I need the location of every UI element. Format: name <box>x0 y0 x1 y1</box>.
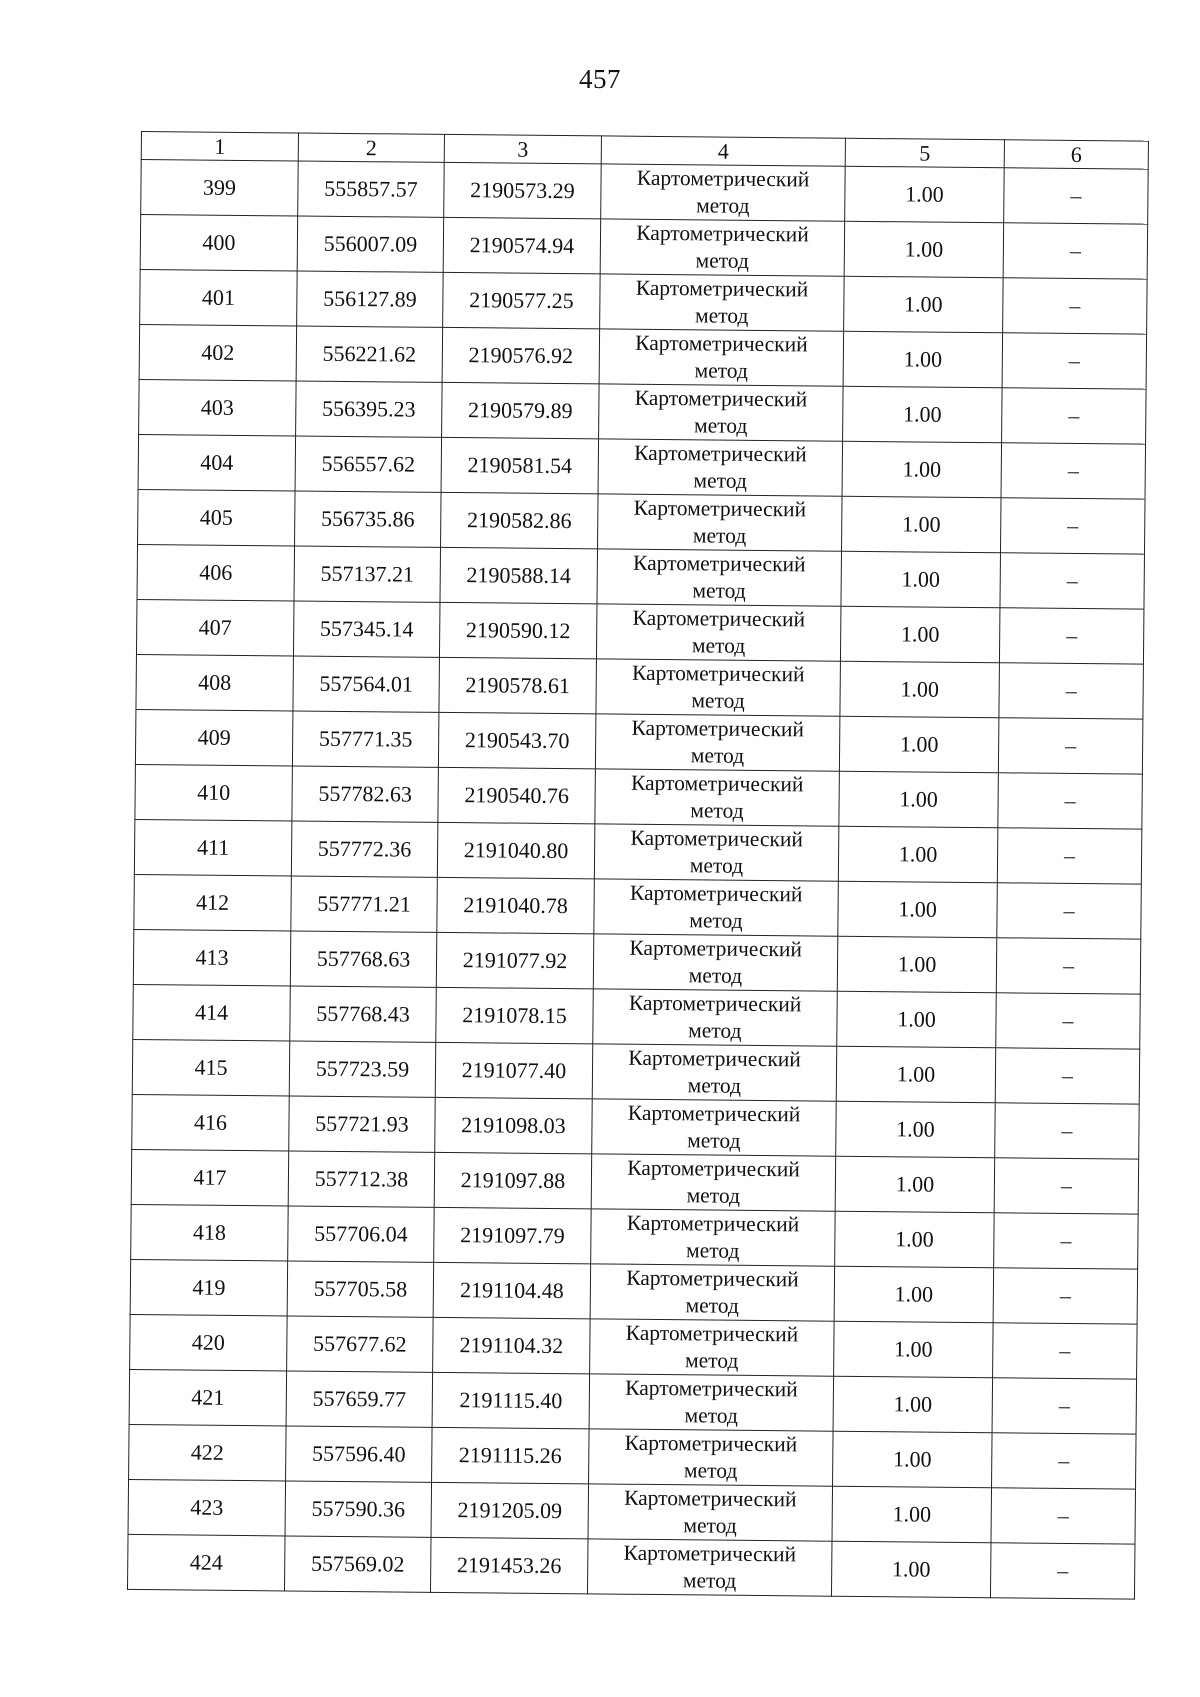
method-line-2: метод <box>695 248 750 273</box>
note-cell: – <box>1002 388 1147 444</box>
point-number-cell: 406 <box>137 544 295 601</box>
y-coordinate-cell: 2190588.14 <box>440 547 598 604</box>
method-cell <box>594 879 839 936</box>
y-coordinate-cell: 2190590.12 <box>439 602 597 659</box>
table-row <box>135 709 1142 774</box>
method-line-2: метод <box>690 798 744 823</box>
method-line-1: Картометрический <box>629 880 803 907</box>
note-cell: – <box>1000 553 1145 609</box>
point-number-cell: 415 <box>132 1039 290 1096</box>
method-cell <box>596 659 841 716</box>
column-header-5: 5 <box>845 138 1004 168</box>
note-cell: – <box>991 1488 1136 1544</box>
point-number-cell: 411 <box>134 819 292 876</box>
accuracy-cell: 1.00 <box>840 661 1000 718</box>
x-coordinate-cell: 557771.35 <box>292 711 439 767</box>
method-line-1: Картометрический <box>634 440 807 467</box>
method-cell <box>598 494 843 551</box>
method-line-1: Картометрический <box>632 605 806 632</box>
method-cell <box>601 164 846 221</box>
method-cell <box>592 1099 837 1156</box>
method-line-1: Картометрический <box>631 660 805 687</box>
x-coordinate-cell: 557590.36 <box>285 1481 432 1537</box>
method-cell <box>591 1154 836 1211</box>
method-cell <box>589 1429 834 1486</box>
x-coordinate-cell: 556007.09 <box>297 216 444 272</box>
accuracy-cell: 1.00 <box>844 276 1004 333</box>
x-coordinate-cell: 556735.86 <box>295 491 442 547</box>
table-row <box>133 929 1140 994</box>
table-row <box>135 764 1142 829</box>
accuracy-cell: 1.00 <box>834 1266 994 1323</box>
method-line-1: Картометрический <box>636 220 809 247</box>
table-row <box>130 1314 1137 1379</box>
table-row <box>140 215 1147 280</box>
method-cell <box>598 439 843 496</box>
note-cell: – <box>1002 333 1147 389</box>
point-number-cell: 399 <box>141 160 299 217</box>
accuracy-cell: 1.00 <box>843 386 1003 443</box>
point-number-cell: 407 <box>136 599 294 656</box>
note-cell: – <box>999 663 1144 719</box>
point-number-cell: 421 <box>129 1369 287 1426</box>
accuracy-cell: 1.00 <box>838 826 998 883</box>
y-coordinate-cell: 2190581.54 <box>441 437 599 494</box>
x-coordinate-cell: 557569.02 <box>284 1536 431 1592</box>
method-line-2: метод <box>694 358 749 383</box>
x-coordinate-cell: 557712.38 <box>288 1151 435 1207</box>
table-row <box>127 1534 1134 1599</box>
method-cell <box>594 824 839 881</box>
note-cell: – <box>996 993 1141 1049</box>
method-cell <box>593 989 838 1046</box>
point-number-cell: 409 <box>135 709 293 766</box>
accuracy-cell: 1.00 <box>837 991 997 1048</box>
table-row <box>132 1039 1139 1104</box>
y-coordinate-cell: 2191115.26 <box>432 1427 590 1484</box>
method-line-1: Картометрический <box>624 1430 798 1457</box>
table-row <box>138 434 1145 499</box>
method-line-1: Картометрический <box>625 1375 798 1402</box>
point-number-cell: 419 <box>130 1259 288 1316</box>
point-number-cell: 424 <box>127 1534 285 1591</box>
method-cell <box>590 1264 835 1321</box>
method-line-2: метод <box>683 1513 737 1538</box>
table-row <box>133 984 1140 1049</box>
column-header-1: 1 <box>141 132 298 162</box>
accuracy-cell: 1.00 <box>836 1046 996 1103</box>
x-coordinate-cell: 556557.62 <box>295 436 442 492</box>
table-body <box>127 160 1148 1600</box>
method-line-2: метод <box>682 1568 737 1593</box>
method-line-2: метод <box>690 743 745 768</box>
table-row <box>136 599 1143 664</box>
table-row <box>139 324 1146 389</box>
y-coordinate-cell: 2191040.80 <box>437 822 595 879</box>
y-coordinate-cell: 2191104.32 <box>433 1317 591 1374</box>
column-header-2: 2 <box>298 133 444 162</box>
point-number-cell: 402 <box>139 324 297 381</box>
x-coordinate-cell: 557768.63 <box>290 931 437 987</box>
note-cell: – <box>998 718 1143 774</box>
method-line-1: Картометрический <box>634 385 808 412</box>
method-line-2: метод <box>691 688 745 713</box>
note-cell: – <box>992 1433 1137 1489</box>
method-cell <box>593 934 838 991</box>
point-number-cell: 414 <box>133 984 291 1041</box>
method-line-1: Картометрический <box>626 1265 799 1292</box>
method-cell <box>597 549 842 606</box>
y-coordinate-cell: 2190582.86 <box>441 492 599 549</box>
x-coordinate-cell: 557782.63 <box>292 766 439 822</box>
x-coordinate-cell: 557564.01 <box>293 656 440 712</box>
point-number-cell: 401 <box>140 269 298 326</box>
x-coordinate-cell: 557659.77 <box>286 1371 433 1427</box>
table-row <box>129 1424 1136 1489</box>
y-coordinate-cell: 2191040.78 <box>437 877 595 934</box>
y-coordinate-cell: 2191097.88 <box>434 1152 592 1209</box>
method-line-1: Картометрический <box>630 825 804 852</box>
x-coordinate-cell: 557706.04 <box>288 1206 435 1262</box>
method-line-2: метод <box>687 1128 741 1153</box>
method-line-2: метод <box>685 1293 740 1318</box>
method-line-1: Картометрический <box>623 1540 797 1567</box>
y-coordinate-cell: 2190573.29 <box>444 162 602 219</box>
table-row <box>139 379 1146 444</box>
point-number-cell: 417 <box>131 1149 289 1206</box>
method-line-1: Картометрический <box>630 770 804 797</box>
accuracy-cell: 1.00 <box>839 771 999 828</box>
accuracy-cell: 1.00 <box>833 1376 993 1433</box>
x-coordinate-cell: 557723.59 <box>289 1041 436 1097</box>
method-line-2: метод <box>685 1238 740 1263</box>
table-row <box>140 269 1147 334</box>
x-coordinate-cell: 557137.21 <box>294 546 441 602</box>
table-row <box>128 1479 1135 1544</box>
accuracy-cell: 1.00 <box>836 1101 996 1158</box>
accuracy-cell: 1.00 <box>831 1541 991 1598</box>
method-line-1: Картометрический <box>625 1320 799 1347</box>
method-line-2: метод <box>694 303 749 328</box>
method-line-1: Картометрический <box>636 165 810 192</box>
x-coordinate-cell: 557721.93 <box>289 1096 436 1152</box>
y-coordinate-cell: 2191097.79 <box>434 1207 592 1264</box>
accuracy-cell: 1.00 <box>835 1156 995 1213</box>
note-cell: – <box>993 1323 1138 1379</box>
method-cell <box>596 604 841 661</box>
accuracy-cell: 1.00 <box>835 1211 995 1268</box>
method-line-1: Картометрический <box>633 550 806 577</box>
method-cell <box>588 1484 833 1541</box>
y-coordinate-cell: 2191104.48 <box>433 1262 591 1319</box>
point-number-cell: 412 <box>134 874 292 931</box>
y-coordinate-cell: 2191098.03 <box>435 1097 593 1154</box>
method-line-2: метод <box>691 633 746 658</box>
point-number-cell: 418 <box>131 1204 289 1261</box>
column-header-3: 3 <box>444 134 601 164</box>
note-cell: – <box>1004 168 1149 224</box>
method-cell <box>589 1374 834 1431</box>
point-number-cell: 403 <box>139 379 297 436</box>
table-row <box>137 544 1144 609</box>
y-coordinate-cell: 2191453.26 <box>430 1537 588 1594</box>
accuracy-cell: 1.00 <box>842 441 1002 498</box>
y-coordinate-cell: 2190578.61 <box>439 657 597 714</box>
note-cell: – <box>996 938 1141 994</box>
y-coordinate-cell: 2191205.09 <box>431 1482 589 1539</box>
method-line-1: Картометрический <box>624 1485 797 1512</box>
method-line-1: Картометрический <box>629 935 803 962</box>
method-cell <box>590 1319 835 1376</box>
point-number-cell: 404 <box>138 434 296 491</box>
column-header-4: 4 <box>601 136 845 166</box>
table-row <box>131 1204 1138 1269</box>
method-line-1: Картометрический <box>635 330 808 357</box>
note-cell: – <box>992 1378 1137 1434</box>
method-line-2: метод <box>689 908 743 933</box>
method-cell <box>592 1044 837 1101</box>
x-coordinate-cell: 556221.62 <box>296 326 443 382</box>
method-line-2: метод <box>693 468 747 493</box>
page-number: 457 <box>579 64 621 94</box>
table-row <box>136 654 1143 719</box>
point-number-cell: 405 <box>138 489 296 546</box>
accuracy-cell: 1.00 <box>837 936 997 993</box>
accuracy-cell: 1.00 <box>838 881 998 938</box>
x-coordinate-cell: 557772.36 <box>291 821 438 877</box>
method-line-1: Картометрический <box>626 1210 800 1237</box>
y-coordinate-cell: 2190577.25 <box>443 272 601 329</box>
accuracy-cell: 1.00 <box>843 331 1003 388</box>
note-cell: – <box>993 1268 1138 1324</box>
accuracy-cell: 1.00 <box>833 1431 993 1488</box>
method-line-1: Картометрический <box>635 275 809 302</box>
y-coordinate-cell: 2191077.40 <box>435 1042 593 1099</box>
table-row <box>130 1259 1137 1324</box>
accuracy-cell: 1.00 <box>844 221 1004 278</box>
accuracy-cell: 1.00 <box>834 1321 994 1378</box>
y-coordinate-cell: 2190574.94 <box>443 217 601 274</box>
method-cell <box>599 384 844 441</box>
table-row <box>134 819 1141 884</box>
method-cell <box>591 1209 836 1266</box>
method-cell <box>595 769 840 826</box>
note-cell: – <box>997 828 1142 884</box>
y-coordinate-cell: 2190579.89 <box>442 382 600 439</box>
point-number-cell: 416 <box>132 1094 290 1151</box>
note-cell: – <box>1003 278 1148 334</box>
point-number-cell: 408 <box>136 654 294 711</box>
method-cell <box>599 329 844 386</box>
coordinates-table <box>127 131 1149 1600</box>
method-line-2: метод <box>689 853 744 878</box>
method-line-1: Картометрический <box>627 1100 801 1127</box>
y-coordinate-cell: 2190576.92 <box>442 327 600 384</box>
point-number-cell: 400 <box>140 215 298 272</box>
x-coordinate-cell: 557705.58 <box>287 1261 434 1317</box>
method-line-2: метод <box>692 578 746 603</box>
method-cell <box>595 714 840 771</box>
accuracy-cell: 1.00 <box>845 166 1005 223</box>
method-line-1: Картометрический <box>628 1045 801 1072</box>
note-cell: – <box>990 1543 1135 1599</box>
accuracy-cell: 1.00 <box>832 1486 992 1543</box>
method-cell <box>600 274 845 331</box>
table-row <box>141 160 1148 225</box>
y-coordinate-cell: 2190540.76 <box>438 767 596 824</box>
x-coordinate-cell: 557768.43 <box>290 986 437 1042</box>
x-coordinate-cell: 557596.40 <box>286 1426 433 1482</box>
method-line-2: метод <box>688 963 743 988</box>
accuracy-cell: 1.00 <box>841 551 1001 608</box>
point-number-cell: 422 <box>129 1424 287 1481</box>
y-coordinate-cell: 2191077.92 <box>436 932 594 989</box>
method-cell <box>600 219 845 276</box>
point-number-cell: 420 <box>130 1314 288 1371</box>
x-coordinate-cell: 556127.89 <box>297 271 444 327</box>
table-row <box>138 489 1145 554</box>
x-coordinate-cell: 556395.23 <box>296 381 443 437</box>
method-line-2: метод <box>693 413 748 438</box>
x-coordinate-cell: 557677.62 <box>287 1316 434 1372</box>
point-number-cell: 423 <box>128 1479 286 1536</box>
method-line-1: Картометрический <box>628 990 802 1017</box>
table-row <box>134 874 1141 939</box>
note-cell: – <box>999 608 1144 664</box>
note-cell: – <box>995 1103 1140 1159</box>
note-cell: – <box>998 773 1143 829</box>
point-number-cell: 413 <box>133 929 291 986</box>
method-line-2: метод <box>684 1403 738 1428</box>
y-coordinate-cell: 2191078.15 <box>436 987 594 1044</box>
note-cell: – <box>995 1048 1140 1104</box>
note-cell: – <box>994 1158 1139 1214</box>
y-coordinate-cell: 2191115.40 <box>432 1372 590 1429</box>
method-line-2: метод <box>692 523 747 548</box>
method-line-2: метод <box>687 1073 742 1098</box>
point-number-cell: 410 <box>135 764 293 821</box>
method-cell <box>587 1539 832 1596</box>
x-coordinate-cell: 557771.21 <box>291 876 438 932</box>
note-cell: – <box>1003 223 1148 279</box>
note-cell: – <box>997 883 1142 939</box>
y-coordinate-cell: 2190543.70 <box>438 712 596 769</box>
note-cell: – <box>1000 498 1145 554</box>
table-row <box>129 1369 1136 1434</box>
table-row <box>132 1094 1139 1159</box>
x-coordinate-cell: 557345.14 <box>293 601 440 657</box>
accuracy-cell: 1.00 <box>841 496 1001 553</box>
method-line-1: Картометрический <box>631 715 805 742</box>
method-line-2: метод <box>688 1018 742 1043</box>
method-line-2: метод <box>684 1348 739 1373</box>
method-line-2: метод <box>686 1183 741 1208</box>
x-coordinate-cell: 555857.57 <box>298 161 445 217</box>
column-header-6: 6 <box>1004 140 1148 169</box>
accuracy-cell: 1.00 <box>840 606 1000 663</box>
method-line-2: метод <box>683 1458 738 1483</box>
method-line-1: Картометрический <box>633 495 807 522</box>
note-cell: – <box>994 1213 1139 1269</box>
method-line-1: Картометрический <box>627 1155 800 1182</box>
table-row <box>131 1149 1138 1214</box>
method-line-2: метод <box>696 193 750 218</box>
note-cell: – <box>1001 443 1146 499</box>
accuracy-cell: 1.00 <box>839 716 999 773</box>
